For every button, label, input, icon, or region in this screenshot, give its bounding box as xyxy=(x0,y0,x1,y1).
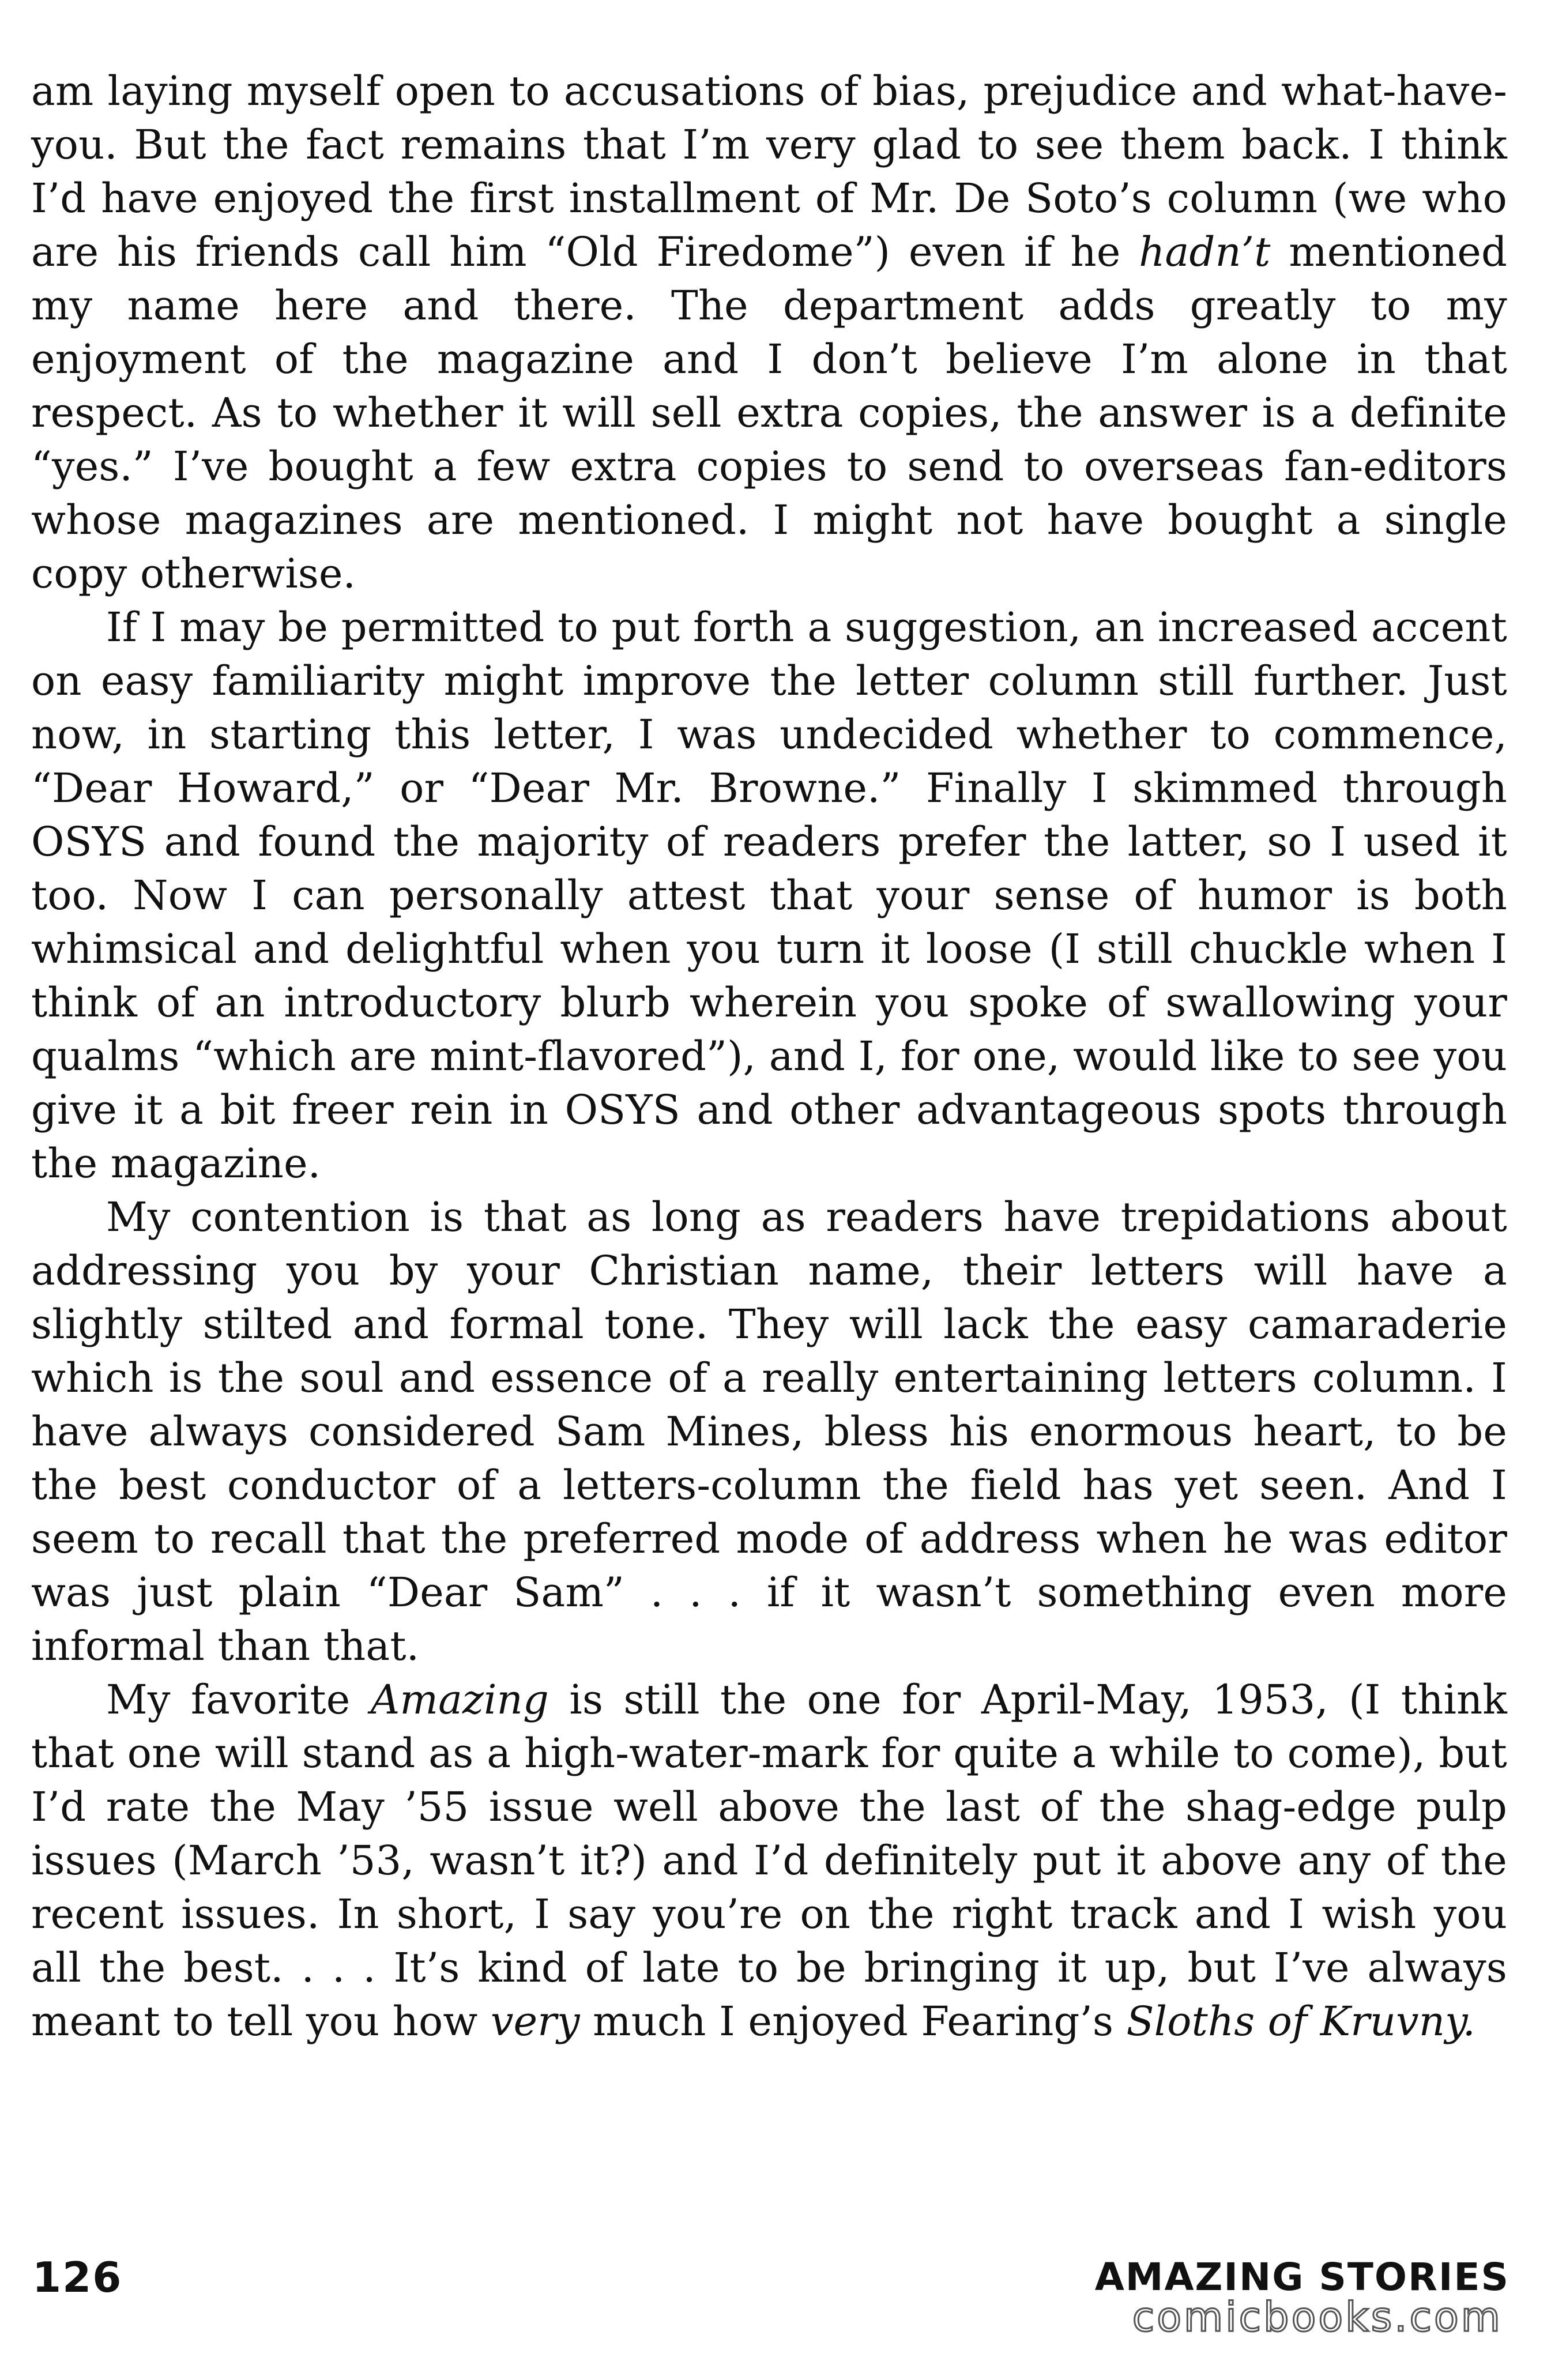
letter-body xyxy=(31,65,1507,2048)
page-number: 126 xyxy=(32,2253,123,2302)
paragraph-3 xyxy=(31,1191,1507,1673)
paragraph-4-italic-very: very xyxy=(490,1998,580,2045)
paragraph-2-text: If I may be permitted to put forth a suggestion, an increased accent on easy familiarity might improve the letter column still further. Just now, in starting this letter, I was undecided whether to commence, “Dear Howard,” or “Dear Mr. Browne.” Finally I skimmed through OSYS and found the majority of readers prefer the latter, so I used it too. Now I can personally attest that your sense of humor is both whimsical and delightful when you turn it loose (I still chuckle when I think of an introductory blurb wherein you spoke of swallowing your qualms “which are mint-flavored”), and I, for one, would like to see you give it a bit freer rein in OSYS and other advantageous spots through the magazine. xyxy=(31,604,1507,1187)
paragraph-3-text: My contention is that as long as readers have trepidations about addressing you by your Christian name, their letters will have a slightly stilted and formal tone. They will lack the easy camaraderie which is the soul and essence of a really entertaining letters column. I have always considered Sam Mines, bless his enormous heart, to be the best conductor of a letters-column the field has yet seen. And I seem to recall that the preferred mode of address when he was editor was just plain “Dear Sam” . . . if it wasn’t something even more informal than that. xyxy=(31,1193,1507,1670)
watermark: comicbooks.com xyxy=(1132,2294,1503,2341)
paragraph-1-italic-hadnt: hadn’t xyxy=(1139,228,1271,276)
paragraph-4-text-c: much I enjoyed Fearing’s xyxy=(579,1998,1127,2045)
paragraph-1-text-b: mentioned my name here and there. The department adds greatly to my enjoyment of the magazine and I don’t believe I’m alone in that respect. As to whether it will sell extra copies, the answer is a definite “yes.” I’ve bought a few extra copies to send to overseas fan-editors whose magazines are mentioned. I might not have bought a single copy otherwise. xyxy=(31,228,1507,597)
paragraph-4-italic-title: Sloths of Kruvny. xyxy=(1126,1998,1476,2045)
paragraph-4-italic-amazing: Amazing xyxy=(370,1676,549,1723)
magazine-title: AMAZING STORIES xyxy=(1094,2255,1509,2299)
paragraph-1-text-a: am laying myself open to accusations of bias, prejudice and what-have-you. But the fact remains that I’m very glad to see them back. I think I’d have enjoyed the first installment of Mr. De Soto’s column (we who are his friends call him “Old Firedome”) even if he xyxy=(31,67,1507,276)
paragraph-4-text-b: is still the one for April-May, 1953, (I think that one will stand as a high-water-mark for quite a while to come), but I’d rate the May ’55 issue well above the last of the shag-edge pulp issues (March ’53, wasn’t it?) and I’d definitely put it above any of the recent issues. In short, I say you’re on the right track and I wish you all the best. . . . It’s kind of late to be bringing it up, but I’ve always meant to tell you how xyxy=(31,1676,1507,2045)
paragraph-2 xyxy=(31,601,1507,1191)
paragraph-4 xyxy=(31,1673,1507,2048)
paragraph-1 xyxy=(31,65,1507,601)
paragraph-4-text-a: My favorite xyxy=(106,1676,371,1723)
